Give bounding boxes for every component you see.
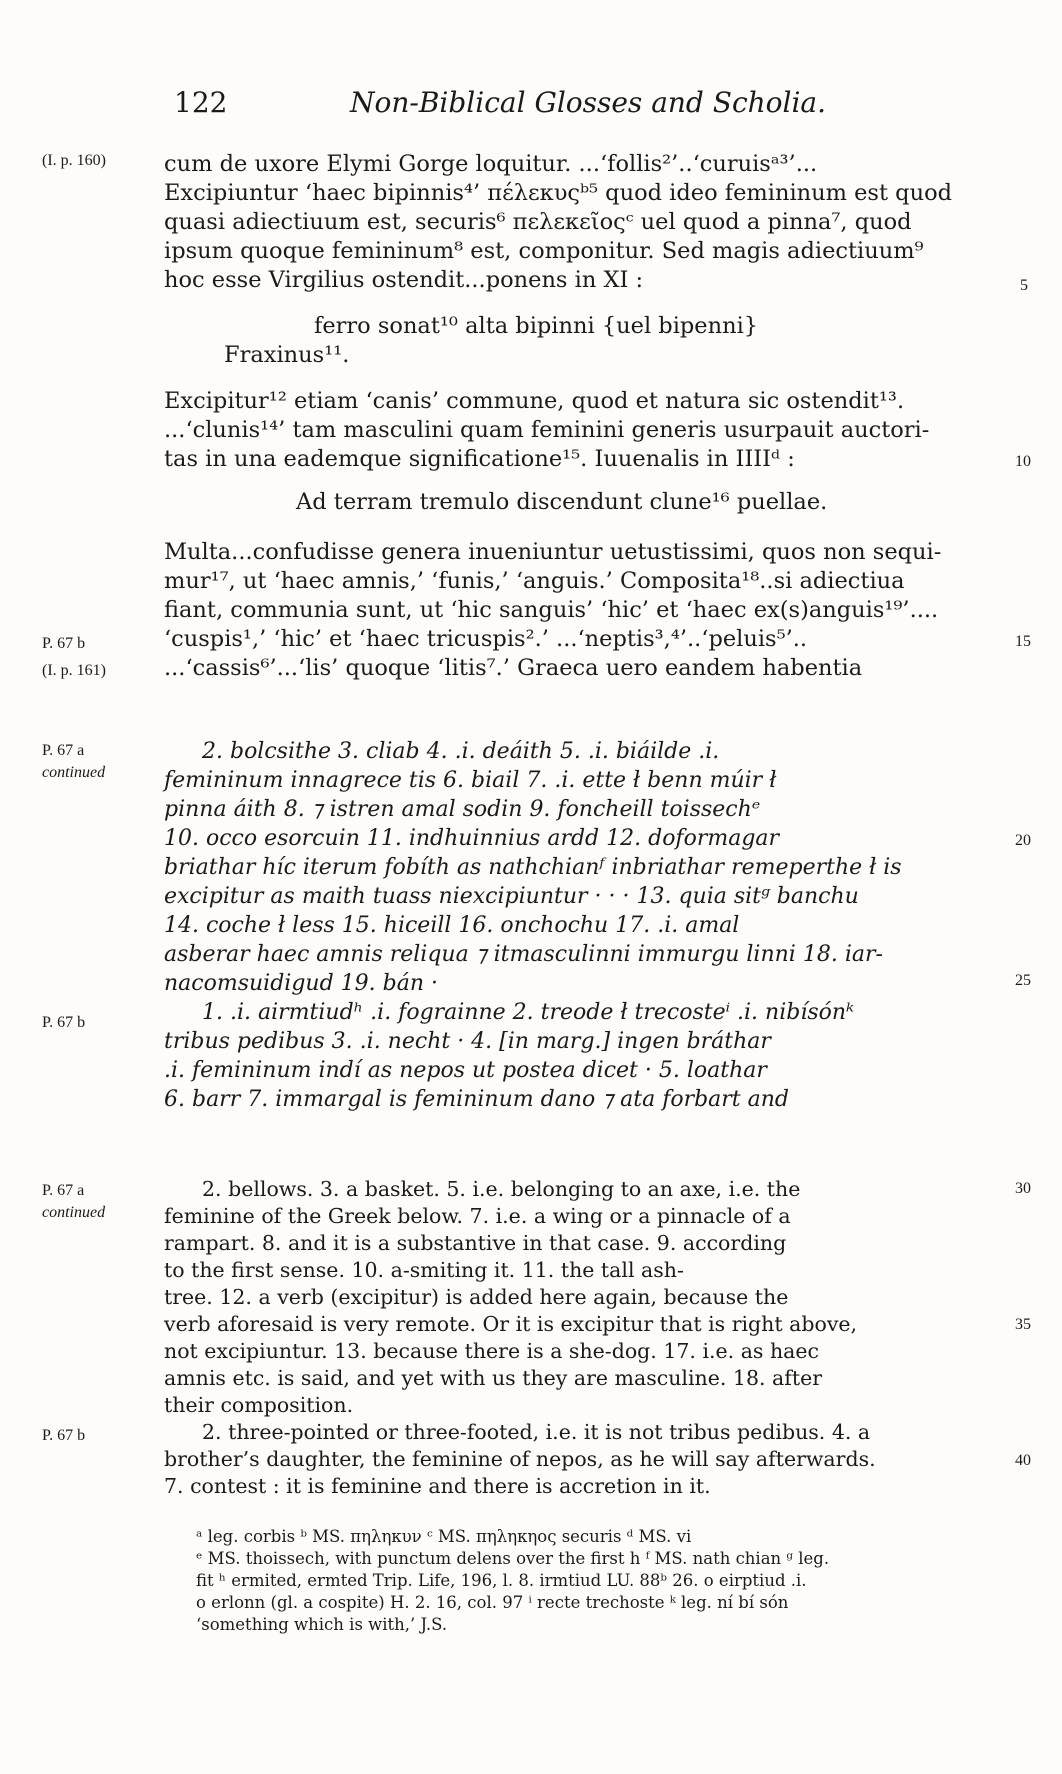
line-number: 5 <box>1020 277 1028 294</box>
text-line: verb aforesaid is very remote. Or it is excipitur that is right above, <box>164 1312 858 1336</box>
line-number: 10 <box>1015 453 1031 470</box>
text-line: hoc esse Virgilius ostendit...ponens in XI : <box>164 267 644 293</box>
text-line: 2. bellows. 3. a basket. 5. i.e. belonging to an axe, i.e. the <box>202 1177 801 1201</box>
latin-text <box>164 387 1014 474</box>
text-line: their composition. <box>164 1393 354 1417</box>
footnote-line: ᵃ leg. corbis ᵇ MS. πηληκυν ᶜ MS. πηληκηος securis ᵈ MS. vi <box>196 1527 692 1546</box>
text-line: .i. femininum indí as nepos ut postea dicet · 5. loathar <box>164 1058 767 1083</box>
text-line: rampart. 8. and it is a substantive in that case. 9. according <box>164 1231 787 1255</box>
quotation <box>164 312 1014 370</box>
text-line: asberar haec amnis reliqua ⁊ itmasculinni immurgu linni 18. iar- <box>164 942 883 967</box>
text-line: 7. contest : it is feminine and there is accretion in it. <box>164 1474 711 1498</box>
margin-ref: P. 67 b <box>42 635 86 652</box>
text-line: ferro sonat¹⁰ alta bipinni {uel bipenni} <box>314 313 759 339</box>
line-number: 25 <box>1015 972 1031 989</box>
text-line: ...‘clunis¹⁴’ tam masculini quam feminini generis usurpauit auctori- <box>164 417 930 443</box>
margin-ref: P. 67 a continued <box>42 742 106 781</box>
text-line: not excipiuntur. 13. because there is a she-dog. 17. i.e. as haec <box>164 1339 819 1363</box>
text-line: 2. bolcsithe 3. cliab 4. .i. deáith 5. .i. biáilde .i. <box>202 739 720 764</box>
text-line: 2. three-pointed or three-footed, i.e. it is not tribus pedibus. 4. a <box>202 1420 871 1444</box>
margin-ref: (I. p. 161) <box>42 662 106 679</box>
line-number: 40 <box>1015 1452 1031 1469</box>
text-line: 6. barr 7. immargal is femininum dano ⁊ ata forbart and <box>164 1087 790 1112</box>
text-line: 1. .i. airmtiudʰ .i. fograinne 2. treode ł trecosteⁱ .i. nibísónᵏ <box>202 1000 855 1025</box>
line-number: 30 <box>1015 1180 1031 1197</box>
line-number: 35 <box>1015 1316 1031 1333</box>
text-line: tas in una eademque significatione¹⁵. Iuuenalis in IIIIᵈ : <box>164 446 795 472</box>
translation <box>164 1176 1014 1500</box>
text-line: ipsum quoque femininum⁸ est, componitur. Sed magis adiectiuum⁹ <box>164 238 924 264</box>
footnote-line: o erlonn (gl. a cospite) H. 2. 16, col. 97 ⁱ recte trechoste ᵏ leg. ní bí són <box>196 1593 789 1612</box>
text-line: 14. coche ł less 15. hiceill 16. onchochu 17. .i. amal <box>164 913 740 938</box>
margin-ref: P. 67 b <box>42 1427 86 1444</box>
text-line: nacomsuidigud 19. bán · <box>164 971 438 996</box>
text-line: brother’s daughter, the feminine of nepos, as he will say afterwards. <box>164 1447 876 1471</box>
page-number: 122 <box>174 86 228 119</box>
text-line: tree. 12. a verb (excipitur) is added here again, because the <box>164 1285 789 1309</box>
text-line: to the first sense. 10. a-smiting it. 11. the tall ash- <box>164 1258 684 1282</box>
footnotes <box>196 1526 1016 1636</box>
margin-ref: (I. p. 160) <box>42 152 106 169</box>
text-line: ...‘cassis⁶’...‘lis’ quoque ‘litis⁷.’ Graeca uero eandem habentia <box>164 655 863 681</box>
text-line: cum de uxore Elymi Gorge loquitur. ...‘follis²’..‘curuisᵃ³’... <box>164 151 818 177</box>
text-line: 10. occo esorcuin 11. indhuinnius ardd 12. doformagar <box>164 826 780 851</box>
latin-text <box>164 150 1014 295</box>
text-line: Fraxinus¹¹. <box>224 342 350 368</box>
footnote-line: ‘something which is with,’ J.S. <box>196 1615 448 1634</box>
text-line: fiant, communia sunt, ut ‘hic sanguis’ ‘hic’ et ‘haec ex(s)anguis¹⁹’.... <box>164 597 939 623</box>
text-line: Ad terram tremulo discendunt clune¹⁶ puellae. <box>296 489 828 515</box>
footnote-line: ᵉ MS. thoissech, with punctum delens over the first h ᶠ MS. nath chian ᵍ leg. <box>196 1549 830 1568</box>
text-line: mur¹⁷, ut ‘haec amnis,’ ‘funis,’ ‘anguis.’ Composita¹⁸..si adiectiua <box>164 568 905 594</box>
text-line: pinna áith 8. ⁊ istren amal sodin 9. foncheill toissechᵉ <box>164 797 761 822</box>
text-line: femininum innagrece tis 6. biail 7. .i. ette ł benn múir ł <box>164 768 777 793</box>
line-number: 20 <box>1015 832 1031 849</box>
text-line: feminine of the Greek below. 7. i.e. a wing or a pinnacle of a <box>164 1204 791 1228</box>
text-line: amnis etc. is said, and yet with us they are masculine. 18. after <box>164 1366 823 1390</box>
latin-text <box>164 538 1014 683</box>
margin-ref: P. 67 a continued <box>42 1182 106 1221</box>
line-number: 15 <box>1015 633 1031 650</box>
text-line: Excipiuntur ‘haec bipinnis⁴’ πέλεκυςᵇ⁵ quod ideo femininum est quod <box>164 180 953 206</box>
text-line: excipitur as maith tuass niexcipiuntur · · · 13. quia sitᵍ banchu <box>164 884 859 909</box>
text-line: Excipitur¹² etiam ‘canis’ commune, quod et natura sic ostendit¹³. <box>164 388 905 414</box>
text-line: quasi adiectiuum est, securis⁶ πελεκεῖοςᶜ uel quod a pinna⁷, quod <box>164 209 912 235</box>
running-title: Non-Biblical Glosses and Scholia. <box>350 86 827 119</box>
text-line: tribus pedibus 3. .i. necht · 4. [in marg.] ingen bráthar <box>164 1029 771 1054</box>
quotation <box>164 488 1014 517</box>
irish-glosses <box>164 737 1014 1114</box>
text-line: ‘cuspis¹,’ ‘hic’ et ‘haec tricuspis².’ ...‘neptis³,⁴’..‘peluis⁵’.. <box>164 626 808 652</box>
text-line: briathar híc iterum fobíth as nathchianᶠ inbriathar remeperthe ł is <box>164 855 902 880</box>
text-line: Multa...confudisse genera inueniuntur uetustissimi, quos non sequi- <box>164 539 942 565</box>
margin-ref: P. 67 b <box>42 1014 86 1031</box>
footnote-line: fit ʰ ermited, ermted Trip. Life, 196, l. 8. irmtiud LU. 88ᵇ 26. o eirptiud .i. <box>196 1571 807 1590</box>
